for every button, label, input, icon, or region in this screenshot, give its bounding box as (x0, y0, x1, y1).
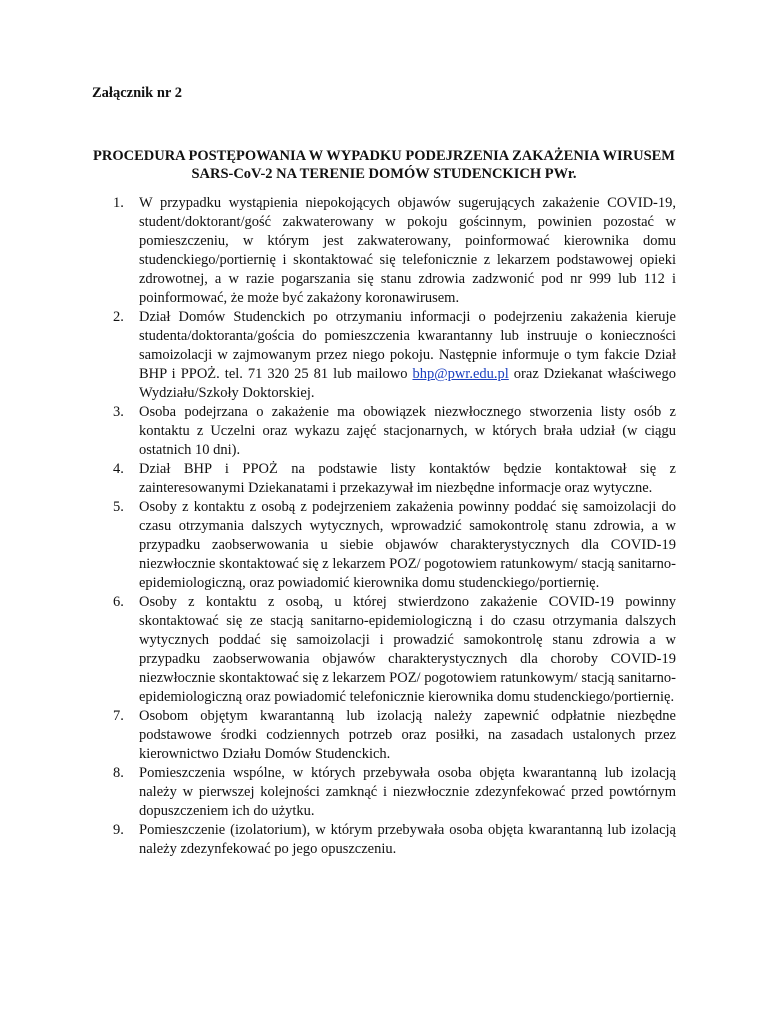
item-text: Osobom objętym kwarantanną lub izolacją należy zapewnić odpłatnie niezbędne podstawowe środki codziennych potrzeb oraz posiłki, na zasadach ustalonych przez kierownictwo Działu Domów Studenckich. (139, 708, 676, 762)
item-number: 3. (113, 404, 124, 420)
title-line-2: SARS-CoV-2 NA TERENIE DOMÓW STUDENCKICH PWr. (191, 166, 577, 182)
item-text-after-link: oraz Dziekanat właściwego Wydziału/Szkoły Doktorskiej. (139, 366, 676, 401)
document-title (80, 147, 688, 183)
item-number: 1. (113, 195, 124, 211)
item-number: 5. (113, 499, 124, 515)
list-item (0, 707, 768, 764)
item-text: Dział BHP i PPOŻ na podstawie listy kontaktów będzie kontaktował się z zainteresowanymi Dziekanatami i przekazywał im niezbędne informacje oraz wytyczne. (139, 461, 676, 496)
list-item (0, 403, 768, 460)
item-text: Osoby z kontaktu z osobą z podejrzeniem zakażenia powinny poddać się samoizolacji do czasu otrzymania dalszych wytycznych, wprowadzić samokontrolę stanu zdrowia, a w przypadku zaobserwowania u siebie objawów charakterystycznych dla COVID-19 niezwłocznie skontaktować się z lekarzem POZ/ pogotowiem ratunkowym/ stacją sanitarno-epidemiologiczną, oraz powiadomić kierownika domu studenckiego/portiernię. (139, 499, 676, 591)
item-number: 2. (113, 309, 124, 325)
item-text: W przypadku wystąpienia niepokojących objawów sugerujących zakażenie COVID-19, student/doktorant/gość zakwaterowany w pokoju gościnnym, powinien pozostać w pomieszczeniu, w którym jest zakwaterowany, poinformować kierownika domu studenckiego/portiernię i skontaktować się telefonicznie z lekarzem podstawowej opieki zdrowotnej, a w razie pogarszania się stanu zdrowia zadzwonić pod nr 999 lub 112 i poinformować, że może być zakażony koronawirusem. (139, 195, 676, 306)
item-text: Osoba podejrzana o zakażenie ma obowiązek niezwłocznego stworzenia listy osób z kontaktu z Uczelni oraz wykazu zajęć stacjonarnych, w których brała udział (w ciągu ostatnich 10 dni). (139, 404, 676, 458)
item-text: Pomieszczenie (izolatorium), w którym przebywała osoba objęta kwarantanną lub izolacją należy zdezynfekować po jego opuszczeniu. (139, 822, 676, 857)
item-number: 8. (113, 765, 124, 781)
item-number: 4. (113, 461, 124, 477)
item-text-before-link: Dział Domów Studenckich po otrzymaniu informacji o podejrzeniu zakażenia kieruje studenta/doktoranta/gościa do pomieszczenia kwarantanny lub instruuje o konieczności samoizolacji w zajmowanym przez niego pokoju. Następnie informuje o tym fakcie Dział BHP i PPOŻ. tel. 71 320 25 81 lub mailowo (139, 309, 676, 382)
list-item (0, 764, 768, 821)
item-text (139, 308, 676, 403)
list-item (0, 460, 768, 498)
list-item (0, 308, 768, 403)
item-text: Pomieszczenia wspólne, w których przebywała osoba objęta kwarantanną lub izolacją należy w pierwszej kolejności zamknąć i niezwłocznie zdezynfekować przed powtórnym dopuszczeniem ich do użytku. (139, 765, 676, 819)
procedure-list (0, 194, 768, 859)
list-item (0, 498, 768, 593)
annex-label: Załącznik nr 2 (92, 85, 182, 101)
title-line-1: PROCEDURA POSTĘPOWANIA W WYPADKU PODEJRZENIA ZAKAŻENIA WIRUSEM (93, 148, 675, 164)
list-item (0, 593, 768, 707)
list-item (0, 821, 768, 859)
item-text: Osoby z kontaktu z osobą, u której stwierdzono zakażenie COVID-19 powinny skontaktować się ze stacją sanitarno-epidemiologiczną i do czasu otrzymania dalszych wytycznych poddać się samoizolacji i prowadzić samokontrolę stanu zdrowia a w przypadku zaobserwowania objawów charakterystycznych dla choroby COVID-19 niezwłocznie skontaktować się z lekarzem POZ/ pogotowiem ratunkowym/ stacją sanitarno-epidemiologiczną oraz powiadomić telefonicznie kierownika domu studenckiego/portiernię. (139, 594, 676, 705)
list-item (0, 194, 768, 308)
item-number: 9. (113, 822, 124, 838)
item-number: 6. (113, 594, 124, 610)
email-link[interactable]: bhp@pwr.edu.pl (412, 366, 509, 382)
item-number: 7. (113, 708, 124, 724)
